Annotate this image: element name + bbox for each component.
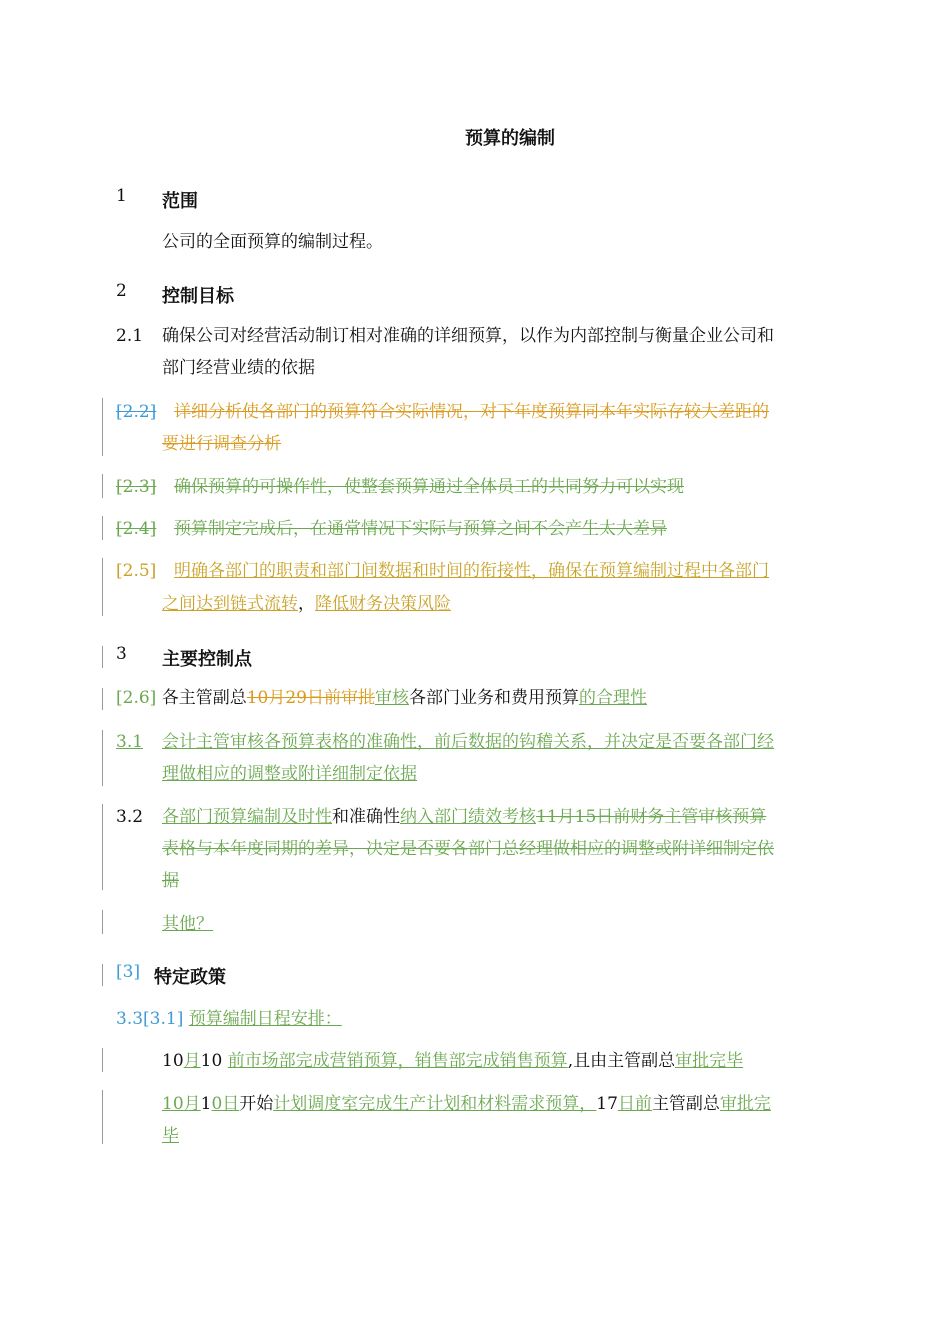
row-2-e: 计划调度室完成生产计划和材料需求预算， xyxy=(273,1094,597,1114)
change-bar xyxy=(102,516,103,540)
para-3-2-d: 11月15日前财务主管审核预算 xyxy=(536,807,767,827)
row-2-c: 0日 xyxy=(211,1094,240,1114)
change-bar xyxy=(102,646,103,668)
para-2-6-number: [2.6] xyxy=(116,688,157,708)
para-3-2-b: 和准确性 xyxy=(332,807,400,827)
row-1-e: ,且由主管副总 xyxy=(567,1051,676,1071)
change-bar xyxy=(102,804,103,890)
section-1-heading: 范围 xyxy=(162,191,198,212)
section-4-number: [3] xyxy=(116,962,141,982)
row-2-f: 17 xyxy=(596,1094,618,1114)
para-3-3-number: 3.3 xyxy=(116,1009,144,1029)
change-bar xyxy=(102,558,103,616)
para-2-6-b: 10月29日前审批 xyxy=(246,688,375,708)
para-2-6-d: 各部门业务和费用预算 xyxy=(408,688,579,708)
para-3-1-line-2: 理做相应的调整或附详细制定依据 xyxy=(162,764,417,784)
para-3-2-c: 纳入部门绩效考核 xyxy=(400,807,536,827)
schedule-row-2-line-2: 毕 xyxy=(162,1126,179,1146)
para-3-1-number: 3.1 xyxy=(116,732,144,752)
para-2-3-number: [2.3] xyxy=(116,477,157,497)
row-2-d: 开始 xyxy=(239,1094,274,1114)
para-2-6-e: 的合理性 xyxy=(578,688,647,708)
para-2-5-line-2 xyxy=(162,588,451,620)
para-2-6-line xyxy=(116,682,647,714)
para-2-4-text: 预算制定完成后，在通常情况下实际与预算之间不会产生太大差异 xyxy=(174,519,667,539)
para-2-5-part-c: 降低财务决策风险 xyxy=(315,594,451,614)
para-2-2-line-2: 要进行调查分析 xyxy=(162,434,281,454)
row-1-d: 前市场部完成营销预算，销售部完成销售预算 xyxy=(227,1051,568,1071)
document-title: 预算的编制 xyxy=(465,128,555,149)
para-3-2-a: 各部门预算编制及时性 xyxy=(162,807,332,827)
other-note: 其他？ xyxy=(162,914,213,934)
para-2-5-number: [2.5] xyxy=(116,561,157,581)
row-1-c: 10 xyxy=(200,1051,223,1071)
change-bar xyxy=(102,688,103,710)
change-bar xyxy=(102,964,103,986)
row-1-b: 月 xyxy=(183,1051,201,1071)
section-1-text: 公司的全面预算的编制过程。 xyxy=(162,232,383,252)
para-2-1-line-1: 确保公司对经营活动制订相对准确的详细预算，以作为内部控制与衡量企业公司和 xyxy=(162,326,774,346)
para-3-1-line-1: 会计主管审核各预算表格的准确性，前后数据的钩稽关系，并决定是否要各部门经 xyxy=(162,732,774,752)
section-4-heading: 特定政策 xyxy=(154,967,226,988)
para-2-1-line-2: 部门经营业绩的依据 xyxy=(162,358,315,378)
section-3-number: 3 xyxy=(116,644,127,664)
section-3-heading: 主要控制点 xyxy=(162,649,252,670)
change-bar xyxy=(102,730,103,786)
para-3-3-line xyxy=(116,1003,342,1035)
para-3-2-line-2: 表格与本年度同期的差异，决定是否要各部门总经理做相应的调整或附详细制定依 xyxy=(162,839,774,859)
schedule-row-1 xyxy=(162,1045,743,1077)
change-bar xyxy=(102,910,103,934)
section-2-number: 2 xyxy=(116,281,127,301)
row-1-f: 审批完毕 xyxy=(675,1051,744,1071)
row-2-a: 10月 xyxy=(162,1094,201,1114)
para-2-5-line-1: 明确各部门的职责和部门间数据和时间的衔接性，确保在预算编制过程中各部门 xyxy=(174,561,769,581)
row-2-h: 主管副总 xyxy=(651,1094,720,1114)
para-2-1-number: 2.1 xyxy=(116,326,144,346)
row-2-i: 审批完 xyxy=(719,1094,771,1114)
change-bar xyxy=(102,1090,103,1144)
schedule-row-2 xyxy=(162,1088,771,1120)
change-bar xyxy=(102,398,103,456)
row-2-b: 1 xyxy=(200,1094,212,1114)
row-1-a: 10 xyxy=(162,1051,184,1071)
para-2-6-a: 各主管副总 xyxy=(161,688,247,708)
para-2-5-part-a: 之间达到链式流转 xyxy=(162,594,298,614)
para-3-3-text: 预算编制日程安排： xyxy=(188,1009,342,1029)
row-2-g: 日前 xyxy=(617,1094,652,1114)
para-2-2-number: [2.2] xyxy=(116,402,157,422)
change-bar xyxy=(102,1048,103,1072)
change-bar xyxy=(102,474,103,498)
para-3-2-line-3: 据 xyxy=(162,871,179,891)
para-3-2-line-1 xyxy=(162,801,766,833)
para-2-6-c: 审核 xyxy=(374,688,409,708)
para-3-3-number-2: [3.1] xyxy=(143,1009,184,1029)
section-1-number: 1 xyxy=(116,186,127,206)
para-2-3-text: 确保预算的可操作性，使整套预算通过全体员工的共同努力可以实现 xyxy=(174,477,684,497)
section-2-heading: 控制目标 xyxy=(162,286,234,307)
para-2-4-number: [2.4] xyxy=(116,519,157,539)
para-3-2-number: 3.2 xyxy=(116,807,144,827)
para-2-2-line-1: 详细分析使各部门的预算符合实际情况，对下年度预算同本年实际存较大差距的 xyxy=(174,402,769,422)
para-2-5-comma: ， xyxy=(298,594,315,614)
